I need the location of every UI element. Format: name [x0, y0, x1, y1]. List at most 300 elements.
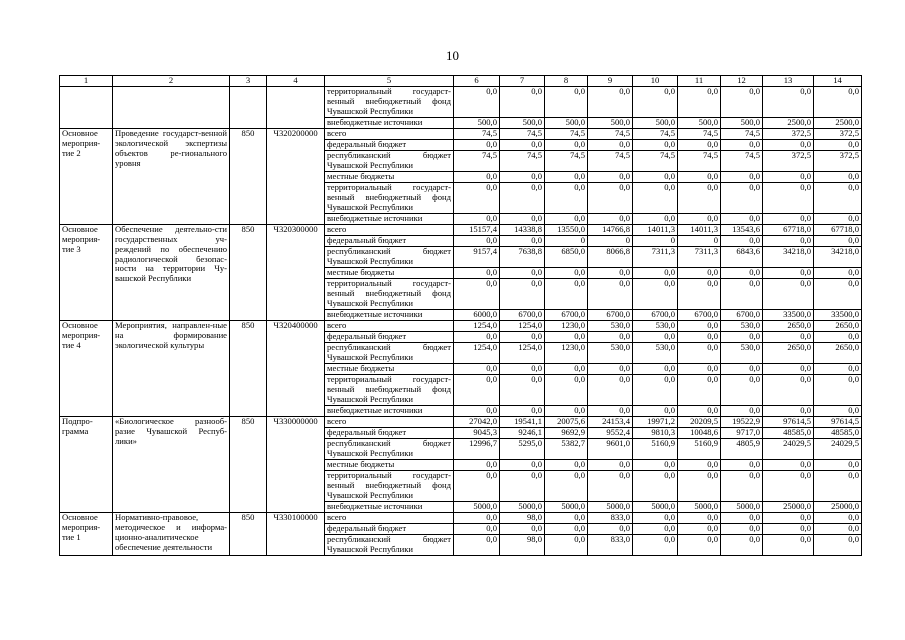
- value-cell: 33500,0: [763, 309, 814, 320]
- header-cell: 2: [113, 76, 230, 87]
- value-cell: 74,5: [678, 128, 721, 139]
- funding-source-cell: территориальный государст-венный внебюджетный фонд Чувашской Республики: [325, 470, 454, 501]
- value-cell: 0,0: [763, 331, 814, 342]
- item-name-cell: Мероприятия, направлен-ные на формирование экологической культуры: [113, 320, 230, 416]
- value-cell: 0,0: [633, 278, 678, 309]
- value-cell: 0,0: [545, 213, 588, 224]
- funding-source-cell: местные бюджеты: [325, 171, 454, 182]
- value-cell: 0,0: [454, 363, 500, 374]
- value-cell: 0,0: [588, 459, 633, 470]
- value-cell: 4805,9: [721, 438, 763, 459]
- value-cell: 0,0: [678, 374, 721, 405]
- value-cell: 0,0: [763, 213, 814, 224]
- value-cell: 0,0: [500, 523, 545, 534]
- value-cell: 0,0: [588, 374, 633, 405]
- table-row: [60, 86, 862, 117]
- funding-source-cell: территориальный государст-венный внебюджетный фонд Чувашской Республики: [325, 374, 454, 405]
- target-code-cell: Ч320300000: [267, 224, 325, 320]
- value-cell: 0,0: [588, 86, 633, 117]
- value-cell: 530,0: [721, 320, 763, 331]
- value-cell: 19541,1: [500, 416, 545, 427]
- header-cell: 5: [325, 76, 454, 87]
- funding-source-cell: республиканский бюджет Чувашской Республики: [325, 438, 454, 459]
- value-cell: 0,0: [588, 171, 633, 182]
- value-cell: 12996,7: [454, 438, 500, 459]
- value-cell: 0,0: [814, 331, 862, 342]
- value-cell: 0,0: [721, 86, 763, 117]
- value-cell: 7311,3: [678, 246, 721, 267]
- value-cell: 6700,0: [721, 309, 763, 320]
- value-cell: 0,0: [454, 331, 500, 342]
- value-cell: 0,0: [588, 139, 633, 150]
- value-cell: 74,5: [721, 128, 763, 139]
- value-cell: 0,0: [678, 86, 721, 117]
- value-cell: 1230,0: [545, 320, 588, 331]
- value-cell: 372,5: [814, 128, 862, 139]
- value-cell: 0,0: [814, 86, 862, 117]
- value-cell: 9552,4: [588, 427, 633, 438]
- funding-source-cell: всего: [325, 128, 454, 139]
- value-cell: 0,0: [814, 405, 862, 416]
- value-cell: 5000,0: [454, 501, 500, 512]
- value-cell: 0,0: [633, 374, 678, 405]
- value-cell: 0,0: [678, 331, 721, 342]
- value-cell: 372,5: [763, 128, 814, 139]
- value-cell: 0,0: [763, 171, 814, 182]
- value-cell: 0,0: [500, 278, 545, 309]
- funding-source-cell: федеральный бюджет: [325, 523, 454, 534]
- item-name-cell: Нормативно-правовое, методическое и информа-ционно-аналитическое обеспечение деятельности: [113, 512, 230, 555]
- value-cell: 0,0: [721, 405, 763, 416]
- value-cell: 25000,0: [814, 501, 862, 512]
- value-cell: 67718,0: [814, 224, 862, 235]
- value-cell: 0,0: [633, 267, 678, 278]
- value-cell: 0,0: [814, 523, 862, 534]
- value-cell: 6700,0: [588, 309, 633, 320]
- value-cell: 0,0: [721, 534, 763, 555]
- target-code-cell: [267, 86, 325, 128]
- value-cell: 74,5: [454, 150, 500, 171]
- value-cell: 0,0: [545, 267, 588, 278]
- value-cell: 0,0: [633, 213, 678, 224]
- value-cell: 0,0: [678, 363, 721, 374]
- value-cell: 0,0: [454, 523, 500, 534]
- funding-source-cell: федеральный бюджет: [325, 427, 454, 438]
- value-cell: 7638,8: [500, 246, 545, 267]
- value-cell: 0,0: [545, 182, 588, 213]
- target-code-cell: Ч320200000: [267, 128, 325, 224]
- value-cell: 0,0: [588, 470, 633, 501]
- value-cell: 25000,0: [763, 501, 814, 512]
- value-cell: 14338,8: [500, 224, 545, 235]
- value-cell: 6000,0: [454, 309, 500, 320]
- value-cell: 0,0: [454, 235, 500, 246]
- value-cell: 0,0: [814, 363, 862, 374]
- value-cell: 24153,4: [588, 416, 633, 427]
- value-cell: 9246,1: [500, 427, 545, 438]
- header-row: [60, 76, 862, 87]
- value-cell: 0,0: [763, 470, 814, 501]
- value-cell: 9601,0: [588, 438, 633, 459]
- value-cell: 20209,5: [678, 416, 721, 427]
- value-cell: 0,0: [545, 363, 588, 374]
- value-cell: 0,0: [814, 512, 862, 523]
- value-cell: 0,0: [633, 171, 678, 182]
- item-name-cell: Обеспечение деятельно-сти государственных уч-реждений по обеспечению радиологической безопас-ности на территории Чу-вашской Республики: [113, 224, 230, 320]
- header-cell: 9: [588, 76, 633, 87]
- value-cell: 0,0: [721, 512, 763, 523]
- budget-table: [59, 75, 862, 556]
- value-cell: 74,5: [588, 150, 633, 171]
- value-cell: 2500,0: [814, 117, 862, 128]
- funding-source-cell: федеральный бюджет: [325, 139, 454, 150]
- value-cell: 0,0: [588, 182, 633, 213]
- value-cell: 24029,5: [763, 438, 814, 459]
- gov-code-cell: 850: [230, 416, 267, 512]
- value-cell: 372,5: [763, 150, 814, 171]
- value-cell: 0,0: [763, 278, 814, 309]
- value-cell: 0,0: [454, 86, 500, 117]
- value-cell: 34218,0: [814, 246, 862, 267]
- value-cell: 5160,9: [633, 438, 678, 459]
- value-cell: 0,0: [633, 470, 678, 501]
- value-cell: 530,0: [633, 320, 678, 331]
- header-cell: 1: [60, 76, 113, 87]
- value-cell: 6700,0: [500, 309, 545, 320]
- value-cell: 0,0: [678, 139, 721, 150]
- value-cell: 0,0: [721, 171, 763, 182]
- value-cell: 530,0: [588, 320, 633, 331]
- value-cell: 67718,0: [763, 224, 814, 235]
- value-cell: 0,0: [500, 182, 545, 213]
- value-cell: 0,0: [633, 512, 678, 523]
- value-cell: 0,0: [633, 523, 678, 534]
- value-cell: 0,0: [588, 267, 633, 278]
- funding-source-cell: всего: [325, 224, 454, 235]
- value-cell: 0,0: [721, 374, 763, 405]
- item-type-cell: Основное мероприя-тие 1: [60, 512, 113, 555]
- value-cell: 0,0: [678, 523, 721, 534]
- value-cell: 27042,0: [454, 416, 500, 427]
- value-cell: 48585,0: [763, 427, 814, 438]
- value-cell: 0,0: [721, 459, 763, 470]
- funding-source-cell: территориальный государст-венный внебюджетный фонд Чувашской Республики: [325, 182, 454, 213]
- value-cell: 5000,0: [721, 501, 763, 512]
- value-cell: 74,5: [633, 150, 678, 171]
- value-cell: 1254,0: [500, 342, 545, 363]
- value-cell: 0: [633, 235, 678, 246]
- table-row: [60, 512, 862, 523]
- value-cell: 0,0: [814, 139, 862, 150]
- value-cell: 0,0: [814, 235, 862, 246]
- header-cell: 13: [763, 76, 814, 87]
- value-cell: 19522,9: [721, 416, 763, 427]
- value-cell: 0,0: [454, 171, 500, 182]
- value-cell: 74,5: [633, 128, 678, 139]
- value-cell: 0,0: [454, 470, 500, 501]
- value-cell: 5000,0: [500, 501, 545, 512]
- funding-source-cell: внебюджетные источники: [325, 213, 454, 224]
- value-cell: 0,0: [588, 213, 633, 224]
- funding-source-cell: внебюджетные источники: [325, 309, 454, 320]
- value-cell: 97614,5: [763, 416, 814, 427]
- value-cell: 0,0: [454, 278, 500, 309]
- value-cell: 74,5: [721, 150, 763, 171]
- value-cell: 0,0: [545, 470, 588, 501]
- value-cell: 0,0: [814, 267, 862, 278]
- value-cell: 500,0: [588, 117, 633, 128]
- value-cell: 14011,3: [633, 224, 678, 235]
- value-cell: 0,0: [678, 171, 721, 182]
- value-cell: 0,0: [814, 459, 862, 470]
- value-cell: 0,0: [633, 86, 678, 117]
- value-cell: 530,0: [633, 342, 678, 363]
- value-cell: 13550,0: [545, 224, 588, 235]
- value-cell: 0: [678, 235, 721, 246]
- value-cell: 6843,6: [721, 246, 763, 267]
- item-type-cell: Основное мероприя-тие 3: [60, 224, 113, 320]
- value-cell: 0,0: [454, 405, 500, 416]
- value-cell: 0: [588, 235, 633, 246]
- value-cell: 14766,8: [588, 224, 633, 235]
- value-cell: 0,0: [721, 213, 763, 224]
- value-cell: 34218,0: [763, 246, 814, 267]
- page-number: 10: [446, 48, 459, 63]
- value-cell: 0,0: [678, 342, 721, 363]
- header-cell: 3: [230, 76, 267, 87]
- target-code-cell: Ч320400000: [267, 320, 325, 416]
- value-cell: 500,0: [500, 117, 545, 128]
- item-type-cell: Подпро-грамма: [60, 416, 113, 512]
- value-cell: 0,0: [763, 374, 814, 405]
- funding-source-cell: внебюджетные источники: [325, 501, 454, 512]
- value-cell: 0,0: [721, 470, 763, 501]
- value-cell: 833,0: [588, 534, 633, 555]
- value-cell: 500,0: [454, 117, 500, 128]
- value-cell: 5000,0: [588, 501, 633, 512]
- value-cell: 74,5: [545, 128, 588, 139]
- value-cell: 33500,0: [814, 309, 862, 320]
- value-cell: 0,0: [721, 182, 763, 213]
- value-cell: 6700,0: [545, 309, 588, 320]
- value-cell: 0,0: [454, 182, 500, 213]
- value-cell: 0,0: [500, 405, 545, 416]
- value-cell: 6700,0: [633, 309, 678, 320]
- funding-source-cell: внебюджетные источники: [325, 117, 454, 128]
- value-cell: 0,0: [814, 171, 862, 182]
- value-cell: 0,0: [633, 363, 678, 374]
- value-cell: 20075,6: [545, 416, 588, 427]
- value-cell: 0,0: [545, 512, 588, 523]
- value-cell: 500,0: [633, 117, 678, 128]
- header-cell: 8: [545, 76, 588, 87]
- value-cell: 0,0: [721, 363, 763, 374]
- value-cell: 0,0: [454, 213, 500, 224]
- value-cell: 0,0: [500, 374, 545, 405]
- value-cell: 0,0: [454, 139, 500, 150]
- value-cell: 15157,4: [454, 224, 500, 235]
- gov-code-cell: 850: [230, 512, 267, 555]
- table-row: [60, 128, 862, 139]
- item-type-cell: Основное мероприя-тие 2: [60, 128, 113, 224]
- value-cell: 0,0: [814, 213, 862, 224]
- funding-source-cell: республиканский бюджет Чувашской Республики: [325, 534, 454, 555]
- value-cell: 0,0: [763, 534, 814, 555]
- value-cell: 0,0: [678, 470, 721, 501]
- value-cell: 530,0: [588, 342, 633, 363]
- header-cell: 10: [633, 76, 678, 87]
- value-cell: 5160,9: [678, 438, 721, 459]
- value-cell: 0,0: [588, 331, 633, 342]
- value-cell: 74,5: [545, 150, 588, 171]
- value-cell: 0,0: [678, 405, 721, 416]
- value-cell: 2500,0: [763, 117, 814, 128]
- value-cell: 5000,0: [633, 501, 678, 512]
- value-cell: 0,0: [721, 331, 763, 342]
- value-cell: 0,0: [588, 363, 633, 374]
- value-cell: 0,0: [588, 278, 633, 309]
- value-cell: 0,0: [763, 139, 814, 150]
- value-cell: 0: [545, 235, 588, 246]
- value-cell: 97614,5: [814, 416, 862, 427]
- header-cell: 11: [678, 76, 721, 87]
- value-cell: 0,0: [545, 331, 588, 342]
- value-cell: 0,0: [500, 470, 545, 501]
- value-cell: 500,0: [721, 117, 763, 128]
- value-cell: 0,0: [545, 534, 588, 555]
- value-cell: 1254,0: [500, 320, 545, 331]
- value-cell: 0,0: [545, 278, 588, 309]
- value-cell: 0,0: [721, 235, 763, 246]
- header-cell: 12: [721, 76, 763, 87]
- value-cell: 6850,0: [545, 246, 588, 267]
- target-code-cell: Ч330100000: [267, 512, 325, 555]
- gov-code-cell: 850: [230, 320, 267, 416]
- header-cell: 14: [814, 76, 862, 87]
- value-cell: 372,5: [814, 150, 862, 171]
- value-cell: 0,0: [633, 534, 678, 555]
- funding-source-cell: федеральный бюджет: [325, 235, 454, 246]
- gov-code-cell: 850: [230, 224, 267, 320]
- value-cell: 9717,0: [721, 427, 763, 438]
- value-cell: 0,0: [763, 512, 814, 523]
- value-cell: 0,0: [763, 363, 814, 374]
- funding-source-cell: всего: [325, 320, 454, 331]
- value-cell: 0,0: [814, 374, 862, 405]
- value-cell: 0,0: [763, 405, 814, 416]
- value-cell: 0,0: [633, 182, 678, 213]
- value-cell: 0,0: [721, 523, 763, 534]
- value-cell: 0,0: [500, 363, 545, 374]
- funding-source-cell: территориальный государст-венный внебюджетный фонд Чувашской Республики: [325, 278, 454, 309]
- value-cell: 0,0: [721, 267, 763, 278]
- value-cell: 0,0: [454, 512, 500, 523]
- value-cell: 1254,0: [454, 342, 500, 363]
- value-cell: 6700,0: [678, 309, 721, 320]
- value-cell: 2650,0: [814, 342, 862, 363]
- value-cell: 24029,5: [814, 438, 862, 459]
- item-name-cell: «Биологическое разнооб-разие Чувашской Респуб-лики»: [113, 416, 230, 512]
- value-cell: 0,0: [500, 171, 545, 182]
- gov-code-cell: [230, 86, 267, 128]
- value-cell: 7311,3: [633, 246, 678, 267]
- value-cell: 48585,0: [814, 427, 862, 438]
- value-cell: 0,0: [500, 213, 545, 224]
- value-cell: 0,0: [454, 534, 500, 555]
- funding-source-cell: местные бюджеты: [325, 267, 454, 278]
- value-cell: 10048,6: [678, 427, 721, 438]
- value-cell: 0,0: [633, 139, 678, 150]
- value-cell: 0,0: [633, 331, 678, 342]
- value-cell: 0,0: [545, 405, 588, 416]
- value-cell: 98,0: [500, 512, 545, 523]
- funding-source-cell: республиканский бюджет Чувашской Республики: [325, 150, 454, 171]
- value-cell: 9157,4: [454, 246, 500, 267]
- value-cell: 13543,6: [721, 224, 763, 235]
- value-cell: 0,0: [633, 459, 678, 470]
- value-cell: 9810,3: [633, 427, 678, 438]
- value-cell: 500,0: [545, 117, 588, 128]
- value-cell: 0,0: [500, 459, 545, 470]
- value-cell: 0,0: [545, 139, 588, 150]
- value-cell: 19971,2: [633, 416, 678, 427]
- value-cell: 1254,0: [454, 320, 500, 331]
- item-type-cell: Основное мероприя-тие 4: [60, 320, 113, 416]
- value-cell: 0,0: [763, 459, 814, 470]
- value-cell: 0,0: [545, 459, 588, 470]
- value-cell: 0,0: [633, 405, 678, 416]
- value-cell: 0,0: [763, 182, 814, 213]
- value-cell: 0,0: [814, 470, 862, 501]
- item-type-cell: [60, 86, 113, 128]
- value-cell: 0,0: [763, 267, 814, 278]
- table-row: [60, 416, 862, 427]
- value-cell: 9045,3: [454, 427, 500, 438]
- value-cell: 74,5: [454, 128, 500, 139]
- funding-source-cell: республиканский бюджет Чувашской Республики: [325, 246, 454, 267]
- value-cell: 5295,0: [500, 438, 545, 459]
- value-cell: 0,0: [814, 534, 862, 555]
- value-cell: 833,0: [588, 512, 633, 523]
- value-cell: 0,0: [500, 331, 545, 342]
- funding-source-cell: всего: [325, 416, 454, 427]
- value-cell: 0,0: [814, 182, 862, 213]
- value-cell: 0,0: [678, 182, 721, 213]
- value-cell: 74,5: [678, 150, 721, 171]
- table-row: [60, 320, 862, 331]
- value-cell: 500,0: [678, 117, 721, 128]
- item-name-cell: [113, 86, 230, 128]
- value-cell: 98,0: [500, 534, 545, 555]
- header-cell: 6: [454, 76, 500, 87]
- value-cell: 0,0: [678, 278, 721, 309]
- value-cell: 8066,8: [588, 246, 633, 267]
- value-cell: 0,0: [763, 86, 814, 117]
- value-cell: 74,5: [588, 128, 633, 139]
- gov-code-cell: 850: [230, 128, 267, 224]
- funding-source-cell: республиканский бюджет Чувашской Республики: [325, 342, 454, 363]
- value-cell: 0,0: [721, 139, 763, 150]
- value-cell: 0,0: [678, 320, 721, 331]
- funding-source-cell: внебюджетные источники: [325, 405, 454, 416]
- value-cell: 530,0: [721, 342, 763, 363]
- value-cell: 0,0: [588, 405, 633, 416]
- funding-source-cell: территориальный государст-венный внебюджетный фонд Чувашской Республики: [325, 86, 454, 117]
- value-cell: 0,0: [588, 523, 633, 534]
- value-cell: 0,0: [814, 278, 862, 309]
- value-cell: 14011,3: [678, 224, 721, 235]
- value-cell: 2650,0: [814, 320, 862, 331]
